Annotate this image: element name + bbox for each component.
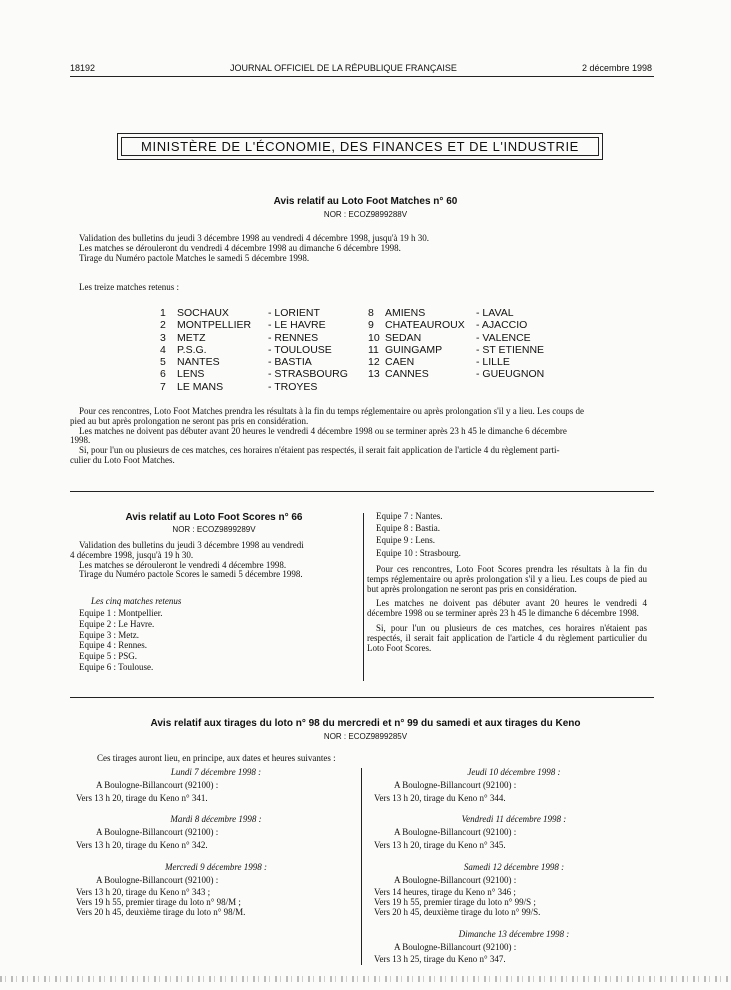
match-home-team: CHATEAUROUX (385, 319, 465, 332)
avis66-intro: Les cinq matches retenus (91, 596, 182, 606)
schedule-line: Vers 20 h 45, deuxième tirage du loto n° 98/M. (76, 906, 246, 917)
match-row (368, 332, 544, 344)
match-home-team: SEDAN (385, 331, 422, 344)
schedule-place: A Boulogne-Billancourt (92100) : (394, 874, 517, 885)
schedule-line: Vers 13 h 20, tirage du Keno n° 343 ; (76, 887, 211, 898)
schedule-line: Vers 13 h 25, tirage du Keno n° 347. (374, 954, 506, 965)
match-row (368, 319, 544, 331)
schedule-place: A Boulogne-Billancourt (92100) : (394, 779, 517, 790)
avis66-paragraphs (367, 565, 647, 653)
match-row (160, 307, 348, 319)
equipe-item: Equipe 5 : PSG. (79, 651, 138, 662)
match-row (368, 368, 544, 380)
match-away-team: - GUEUGNON (476, 368, 545, 381)
match-row (368, 356, 544, 368)
schedule-day: Samedi 12 décembre 1998 : (463, 861, 565, 872)
match-away-team: - TOULOUSE (268, 343, 332, 356)
match-home-team: GUINGAMP (385, 343, 443, 356)
avis66-para: Les matches ne doivent pas débuter avant 20 heures le vendredi 4 décembre 1998 ou se terminer après 23 h 45 le dimanche 6 décembre 1998. (367, 598, 647, 619)
match-row (160, 381, 348, 393)
avis66-nor: NOR : ECOZ9899289V (172, 525, 256, 534)
match-away-team: - LE HAVRE (268, 319, 326, 332)
scan-artifact (0, 976, 731, 982)
ministry-title: MINISTÈRE DE L'ÉCONOMIE, DES FINANCES ET DE L'INDUSTRIE (121, 137, 599, 156)
match-row (160, 368, 348, 380)
avis60-line: Tirage du Numéro pactole Matches le samedi 5 décembre 1998. (79, 252, 310, 263)
avis66-title: Avis relatif au Loto Foot Scores n° 66 (125, 512, 303, 523)
match-away-team: - TROYES (268, 380, 318, 393)
match-home-team: LENS (177, 368, 205, 381)
schedule-place: A Boulogne-Billancourt (92100) : (96, 827, 219, 838)
avis60-nor: NOR : ECOZ9899288V (323, 210, 408, 219)
match-home-team: MONTPELLIER (177, 319, 252, 332)
match-row (160, 356, 348, 368)
match-number: 5 (160, 356, 166, 369)
schedule-day: Mardi 8 décembre 1998 : (170, 814, 262, 825)
avis60-title: Avis relatif au Loto Foot Matches n° 60 (273, 196, 458, 207)
avis66-validation-first: Validation des bulletins du jeudi 3 décembre 1998 au vendredi (79, 540, 304, 550)
match-away-team: - LILLE (476, 356, 510, 369)
match-number: 1 (160, 307, 166, 319)
schedule-place: A Boulogne-Billancourt (92100) : (96, 874, 219, 885)
avis60-line: Validation des bulletins du jeudi 3 décembre 1998 au vendredi 4 décembre 1998, jusqu'à 19 h 30. (79, 233, 430, 243)
schedule-line: Vers 19 h 55, premier tirage du loto n° 98/M ; (76, 897, 241, 908)
match-home-team: P.S.G. (177, 343, 207, 356)
equipe-item: Equipe 9 : Lens. (376, 535, 435, 546)
avis60-paragraphs (70, 407, 654, 466)
issue-date: 2 décembre 1998 (582, 63, 653, 73)
match-away-team: - STRASBOURG (268, 368, 348, 381)
avis60-para2-first: Les matches ne doivent pas débuter avant 20 heures le vendredi 4 décembre 1998 ou se terminer après 23 h 45 le dimanche 6 décembre (79, 425, 567, 436)
equipe-item: Equipe 3 : Metz. (79, 629, 139, 640)
avis66-equipes-left (79, 608, 163, 673)
schedule-line: Vers 13 h 20, tirage du Keno n° 345. (374, 839, 506, 850)
schedule-day: Vendredi 11 décembre 1998 : (461, 814, 567, 825)
avis66-para: Pour ces rencontres, Loto Foot Scores prendra les résultats à la fin du temps réglementaire ou après prolongation s'il y a lieu. Les coups de pied au but après prolongation ne seront pas pris en considération. (367, 564, 647, 594)
match-row (368, 344, 544, 356)
schedule-line: Vers 13 h 20, tirage du Keno n° 342. (76, 839, 208, 850)
avis-loto-nor: NOR : ECOZ9899285V (323, 732, 408, 741)
match-home-team: AMIENS (385, 307, 426, 319)
match-home-team: NANTES (177, 356, 220, 369)
match-home-team: SOCHAUX (177, 307, 229, 319)
equipe-item: Equipe 6 : Toulouse. (79, 661, 154, 672)
avis66-line: Les matches se dérouleront le vendredi 4 décembre 1998. (79, 559, 287, 570)
equipe-item: Equipe 4 : Rennes. (79, 640, 147, 651)
match-row (160, 319, 348, 331)
match-number: 4 (160, 343, 166, 356)
avis66-info (70, 541, 360, 580)
avis66-line: Tirage du Numéro pactole Scores le samedi 5 décembre 1998. (79, 569, 303, 580)
page-number: 18192 (70, 63, 96, 73)
avis60-info (79, 234, 429, 263)
loto-right-column (374, 768, 654, 965)
avis66-validation-rest: 4 décembre 1998, jusqu'à 19 h 30. (70, 549, 194, 560)
schedule-line: Vers 20 h 45, deuxième tirage du loto n° 99/S. (374, 906, 541, 917)
match-number: 6 (160, 368, 166, 381)
avis60-para2-rest: 1998. (70, 435, 91, 446)
match-row (160, 332, 348, 344)
match-away-team: - RENNES (268, 331, 319, 344)
schedule-line: Vers 19 h 55, premier tirage du loto n° 99/S ; (374, 897, 536, 908)
match-home-team: LE MANS (177, 380, 224, 393)
match-away-team: - BASTIA (268, 356, 312, 369)
match-number: 13 (368, 368, 380, 381)
section-rule-2 (70, 697, 654, 698)
avis-loto-intro: Ces tirages auront lieu, en principe, aux dates et heures suivantes : (97, 753, 336, 763)
avis-loto-title: Avis relatif aux tirages du loto n° 98 du mercredi et n° 99 du samedi et aux tirages du Keno (150, 718, 581, 729)
match-away-team: - AJACCIO (476, 319, 528, 332)
schedule-line: Vers 14 heures, tirage du Keno n° 346 ; (374, 887, 516, 898)
schedule-place: A Boulogne-Billancourt (92100) : (394, 941, 517, 952)
match-number: 8 (368, 307, 374, 319)
match-away-team: - VALENCE (476, 331, 531, 344)
schedule-place: A Boulogne-Billancourt (92100) : (96, 779, 219, 790)
match-number: 9 (368, 319, 374, 332)
avis66-equipes-right (376, 510, 461, 559)
avis60-line: Les matches se dérouleront du vendredi 4 décembre 1998 au dimanche 6 décembre 1998. (79, 242, 401, 253)
match-home-team: CAEN (385, 356, 415, 369)
match-away-team: - ST ETIENNE (476, 343, 545, 356)
equipe-item: Equipe 1 : Montpellier. (79, 608, 163, 618)
avis60-intro: Les treize matches retenus : (79, 282, 179, 292)
match-home-team: METZ (177, 331, 206, 344)
match-away-team: - LORIENT (268, 307, 320, 319)
match-row (160, 344, 348, 356)
schedule-line: Vers 13 h 20, tirage du Keno n° 344. (374, 792, 506, 803)
loto-column-divider (361, 768, 362, 965)
schedule-place: A Boulogne-Billancourt (92100) : (394, 827, 517, 838)
avis66-para: Si, pour l'un ou plusieurs de ces matches, ces horaires n'étaient pas respectés, il serait fait application de l'article 4 du règlement particulier du Loto Foot Scores. (367, 622, 647, 653)
schedule-line: Vers 13 h 20, tirage du Keno n° 341. (76, 792, 208, 803)
equipe-item: Equipe 7 : Nantes. (376, 511, 443, 521)
ministry-box (117, 133, 603, 160)
section-rule-1 (70, 491, 654, 492)
match-number: 2 (160, 319, 166, 332)
match-number: 10 (368, 331, 380, 344)
header-rule (70, 76, 654, 77)
match-home-team: CANNES (385, 368, 429, 381)
schedule-day: Dimanche 13 décembre 1998 : (458, 928, 570, 939)
avis60-para1-first: Pour ces rencontres, Loto Foot Matches prendra les résultats à la fin du temps réglementaire ou après prolongation s'il y a lieu. Les coups de (79, 406, 584, 416)
avis60-para3-rest: culier du Loto Foot Matches. (70, 454, 175, 465)
schedule-day: Lundi 7 décembre 1998 : (170, 767, 262, 777)
match-row (368, 307, 544, 319)
journal-title: JOURNAL OFFICIEL DE LA RÉPUBLIQUE FRANÇAISE (230, 63, 457, 73)
schedule-day: Jeudi 10 décembre 1998 : (467, 767, 561, 777)
match-number: 7 (160, 380, 166, 393)
loto-left-column (76, 768, 356, 918)
equipe-item: Equipe 8 : Bastia. (376, 523, 440, 534)
match-number: 3 (160, 331, 166, 344)
equipe-item: Equipe 2 : Le Havre. (79, 618, 155, 629)
match-away-team: - LAVAL (476, 307, 514, 319)
avis60-para1-rest: pied au but après prolongation ne seront pas pris en considération. (70, 415, 309, 426)
schedule-day: Mercredi 9 décembre 1998 : (165, 861, 267, 872)
matches-list-left (160, 307, 348, 393)
equipe-item: Equipe 10 : Strasbourg. (376, 547, 461, 558)
match-number: 12 (368, 356, 380, 369)
column-divider (363, 513, 364, 681)
matches-list-right (368, 307, 544, 381)
match-number: 11 (368, 343, 379, 356)
avis60-para3-first: Si, pour l'un ou plusieurs de ces matches, ces horaires n'étaient pas respectés, il serait fait application de l'article 4 du règlement parti- (79, 445, 560, 456)
